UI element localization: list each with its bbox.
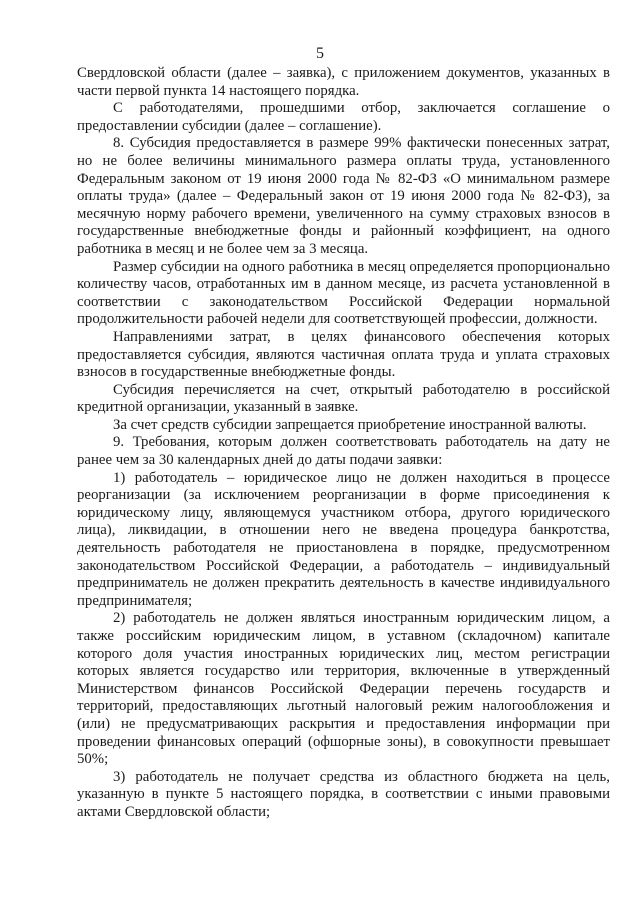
paragraph-transfer: Субсидия перечисляется на счет, открытый работодателю в российской кредитной организации, указанный в заявке. bbox=[77, 381, 610, 416]
paragraph-requirement-2: 2) работодатель не должен являться иностранным юридическим лицом, а также российским юридическим лицом, в уставном (складочном) капитале которого доля участия иностранных юридических лиц, местом регистрации которых является государство или территория, включенные в утвержденный Министерством финансов Российской Федерации перечень государств и территорий, предоставляющих льготный налоговый режим налогообложения и (или) не предусматривающих раскрытия и предоставления информации при проведении финансовых операций (офшорные зоны), в совокупности превышает 50%; bbox=[77, 610, 610, 768]
document-body bbox=[77, 65, 610, 822]
paragraph-currency-ban: За счет средств субсидии запрещается приобретение иностранной валюты. bbox=[113, 416, 587, 433]
paragraph-item-9: 9. Требования, которым должен соответствовать работодатель на дату не ранее чем за 30 календарных дней до даты подачи заявки: bbox=[77, 434, 610, 469]
page-number: 5 bbox=[316, 45, 324, 62]
paragraph-requirement-1: 1) работодатель – юридическое лицо не должен находиться в процессе реорганизации (за исключением реорганизации в форме присоединения к юридическому лицу, являющемуся участником отбора, другого юридического лица), ликвидации, в отношении него не введена процедура банкротства, деятельность работодателя не приостановлена в порядке, предусмотренном законодательством Российской Федерации, а работодатель – индивидуальный предприниматель не должен прекратить деятельность в качестве индивидуального предпринимателя; bbox=[77, 469, 610, 609]
paragraph-agreement: С работодателями, прошедшими отбор, заключается соглашение о предоставлении субсидии (далее – соглашение). bbox=[77, 100, 610, 134]
paragraph-continuation: Свердловской области (далее – заявка), с приложением документов, указанных в части первой пункта 14 настоящего порядка. bbox=[77, 65, 610, 99]
paragraph-requirement-3: 3) работодатель не получает средства из областного бюджета на цель, указанную в пункте 5 настоящего порядка, в соответствии с иными правовыми актами Свердловской области; bbox=[77, 768, 610, 820]
paragraph-cost-directions: Направлениями затрат, в целях финансового обеспечения которых предоставляется субсидия, являются частичная оплата труда и уплата страховых взносов в государственные внебюджетные фонды. bbox=[77, 328, 610, 381]
paragraph-item-8: 8. Субсидия предоставляется в размере 99% фактически понесенных затрат, но не более величины минимального размера оплаты труда, установленного Федеральным законом от 19 июня 2000 года № 82-ФЗ «О минимальном размере оплаты труда» (далее – Федеральный закон от 19 июня 2000 года № 82-ФЗ), за месячную норму рабочего времени, увеличенного на сумму страховых взносов в государственные внебюджетные фонды и районный коэффициент, на одного работника в месяц и не более чем за 3 месяца. bbox=[77, 135, 610, 257]
paragraph-subsidy-size: Размер субсидии на одного работника в месяц определяется пропорционально количеству часов, отработанных им в данном месяце, из расчета установленной в соответствии с законодательством Российской Федерации нормальной продолжительности рабочей недели для соответствующей профессии, должности. bbox=[77, 258, 610, 328]
